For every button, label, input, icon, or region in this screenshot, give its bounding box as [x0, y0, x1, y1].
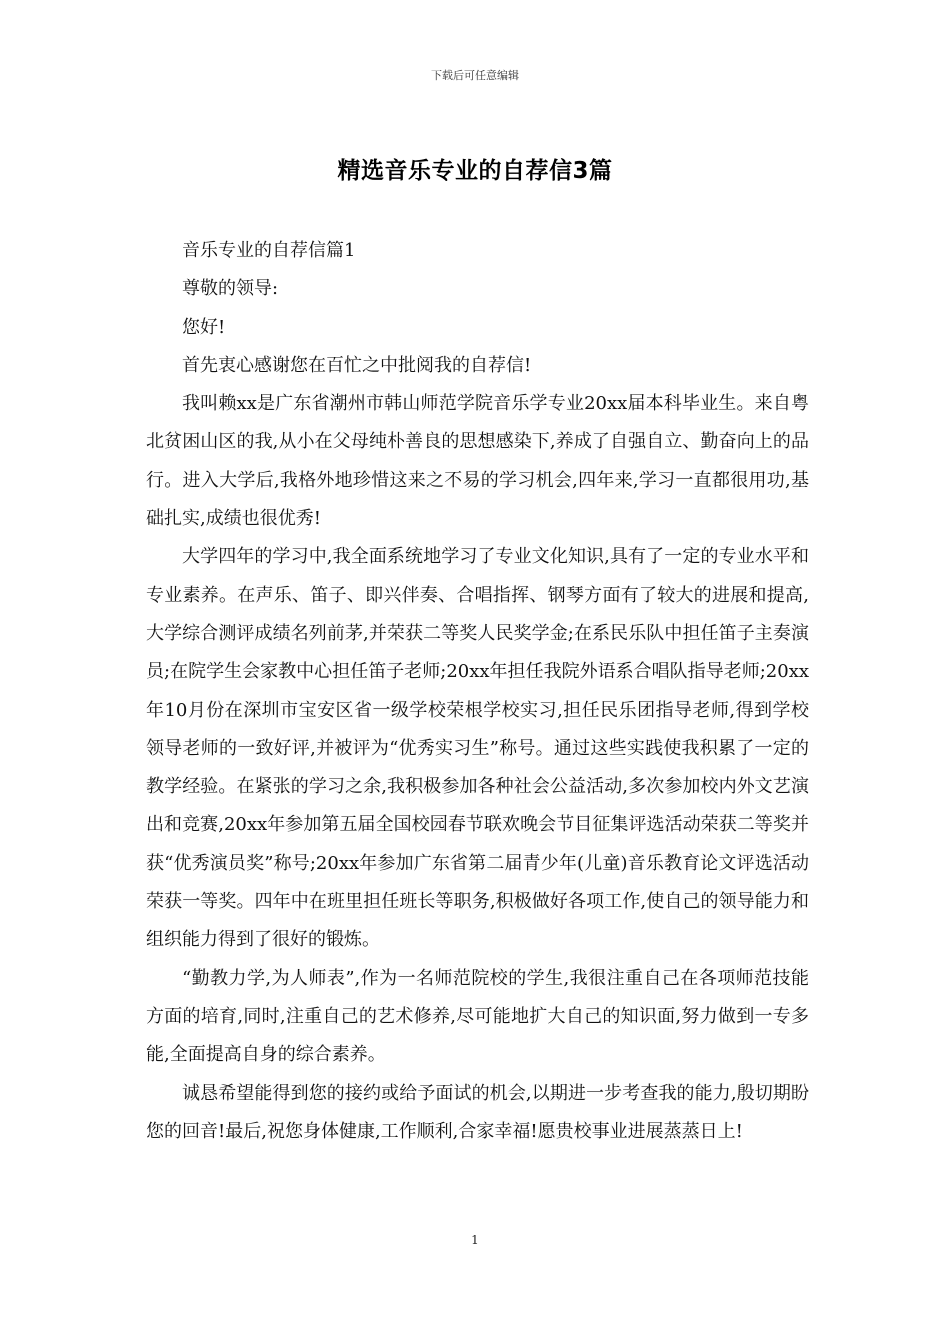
page-number: 1: [471, 1233, 479, 1247]
document-title: 精选音乐专业的自荐信3篇: [337, 158, 613, 184]
paragraph-teaching-motto: “勤教力学,为人师表”,作为一名师范院校的学生,我很注重自己在各项师范技能方面的培育,同时,注重自己的艺术修养,尽可能地扩大自己的知识面,努力做到一专多能,全面提高自身的综合素养。: [146, 967, 809, 1066]
paragraph-greeting: 您好!: [182, 316, 226, 338]
header-note: 下载后可任意编辑: [431, 69, 519, 82]
document-body: [146, 232, 809, 1151]
paragraph-salutation: 尊敬的领导:: [182, 278, 279, 300]
paragraph-section-heading: 音乐专业的自荐信篇1: [182, 240, 356, 261]
paragraph-thanks: 首先衷心感谢您在百忙之中批阅我的自荐信!: [182, 354, 532, 376]
paragraph-introduction: 我叫赖xx是广东省潮州市韩山师范学院音乐学专业20xx届本科毕业生。来自粤北贫困山区的我,从小在父母纯朴善良的思想感染下,养成了自强自立、勤奋向上的品行。进入大学后,我格外地珍惜这来之不易的学习机会,四年来,学习一直都很用功,基础扎实,成绩也很优秀!: [146, 393, 809, 530]
paragraph-university-study: 大学四年的学习中,我全面系统地学习了专业文化知识,具有了一定的专业水平和专业素养。在声乐、笛子、即兴伴奏、合唱指挥、钢琴方面有了较大的进展和提高,大学综合测评成绩名列前茅,并荣获二等奖人民奖学金;在系民乐队中担任笛子主奏演员;在院学生会家教中心担任笛子老师;20xx年担任我院外语系合唱队指导老师;20xx年10月份在深圳市宝安区省一级学校荣根学校实习,担任民乐团指导老师,得到学校领导老师的一致好评,并被评为“优秀实习生”称号。通过这些实践使我积累了一定的教学经验。在紧张的学习之余,我积极参加各种社会公益活动,多次参加校内外文艺演出和竞赛,20xx年参加第五届全国校园春节联欢晚会节目征集评选活动荣获二等奖并获“优秀演员奖”称号;20xx年参加广东省第二届青少年(儿童)音乐教育论文评选活动荣获一等奖。四年中在班里担任班长等职务,积极做好各项工作,使自己的领导能力和组织能力得到了很好的锻炼。: [146, 546, 809, 951]
paragraph-closing: 诚恳希望能得到您的接约或给予面试的机会,以期进一步考查我的能力,殷切期盼您的回音!最后,祝您身体健康,工作顺利,合家幸福!愿贵校事业进展蒸蒸日上!: [146, 1082, 809, 1142]
